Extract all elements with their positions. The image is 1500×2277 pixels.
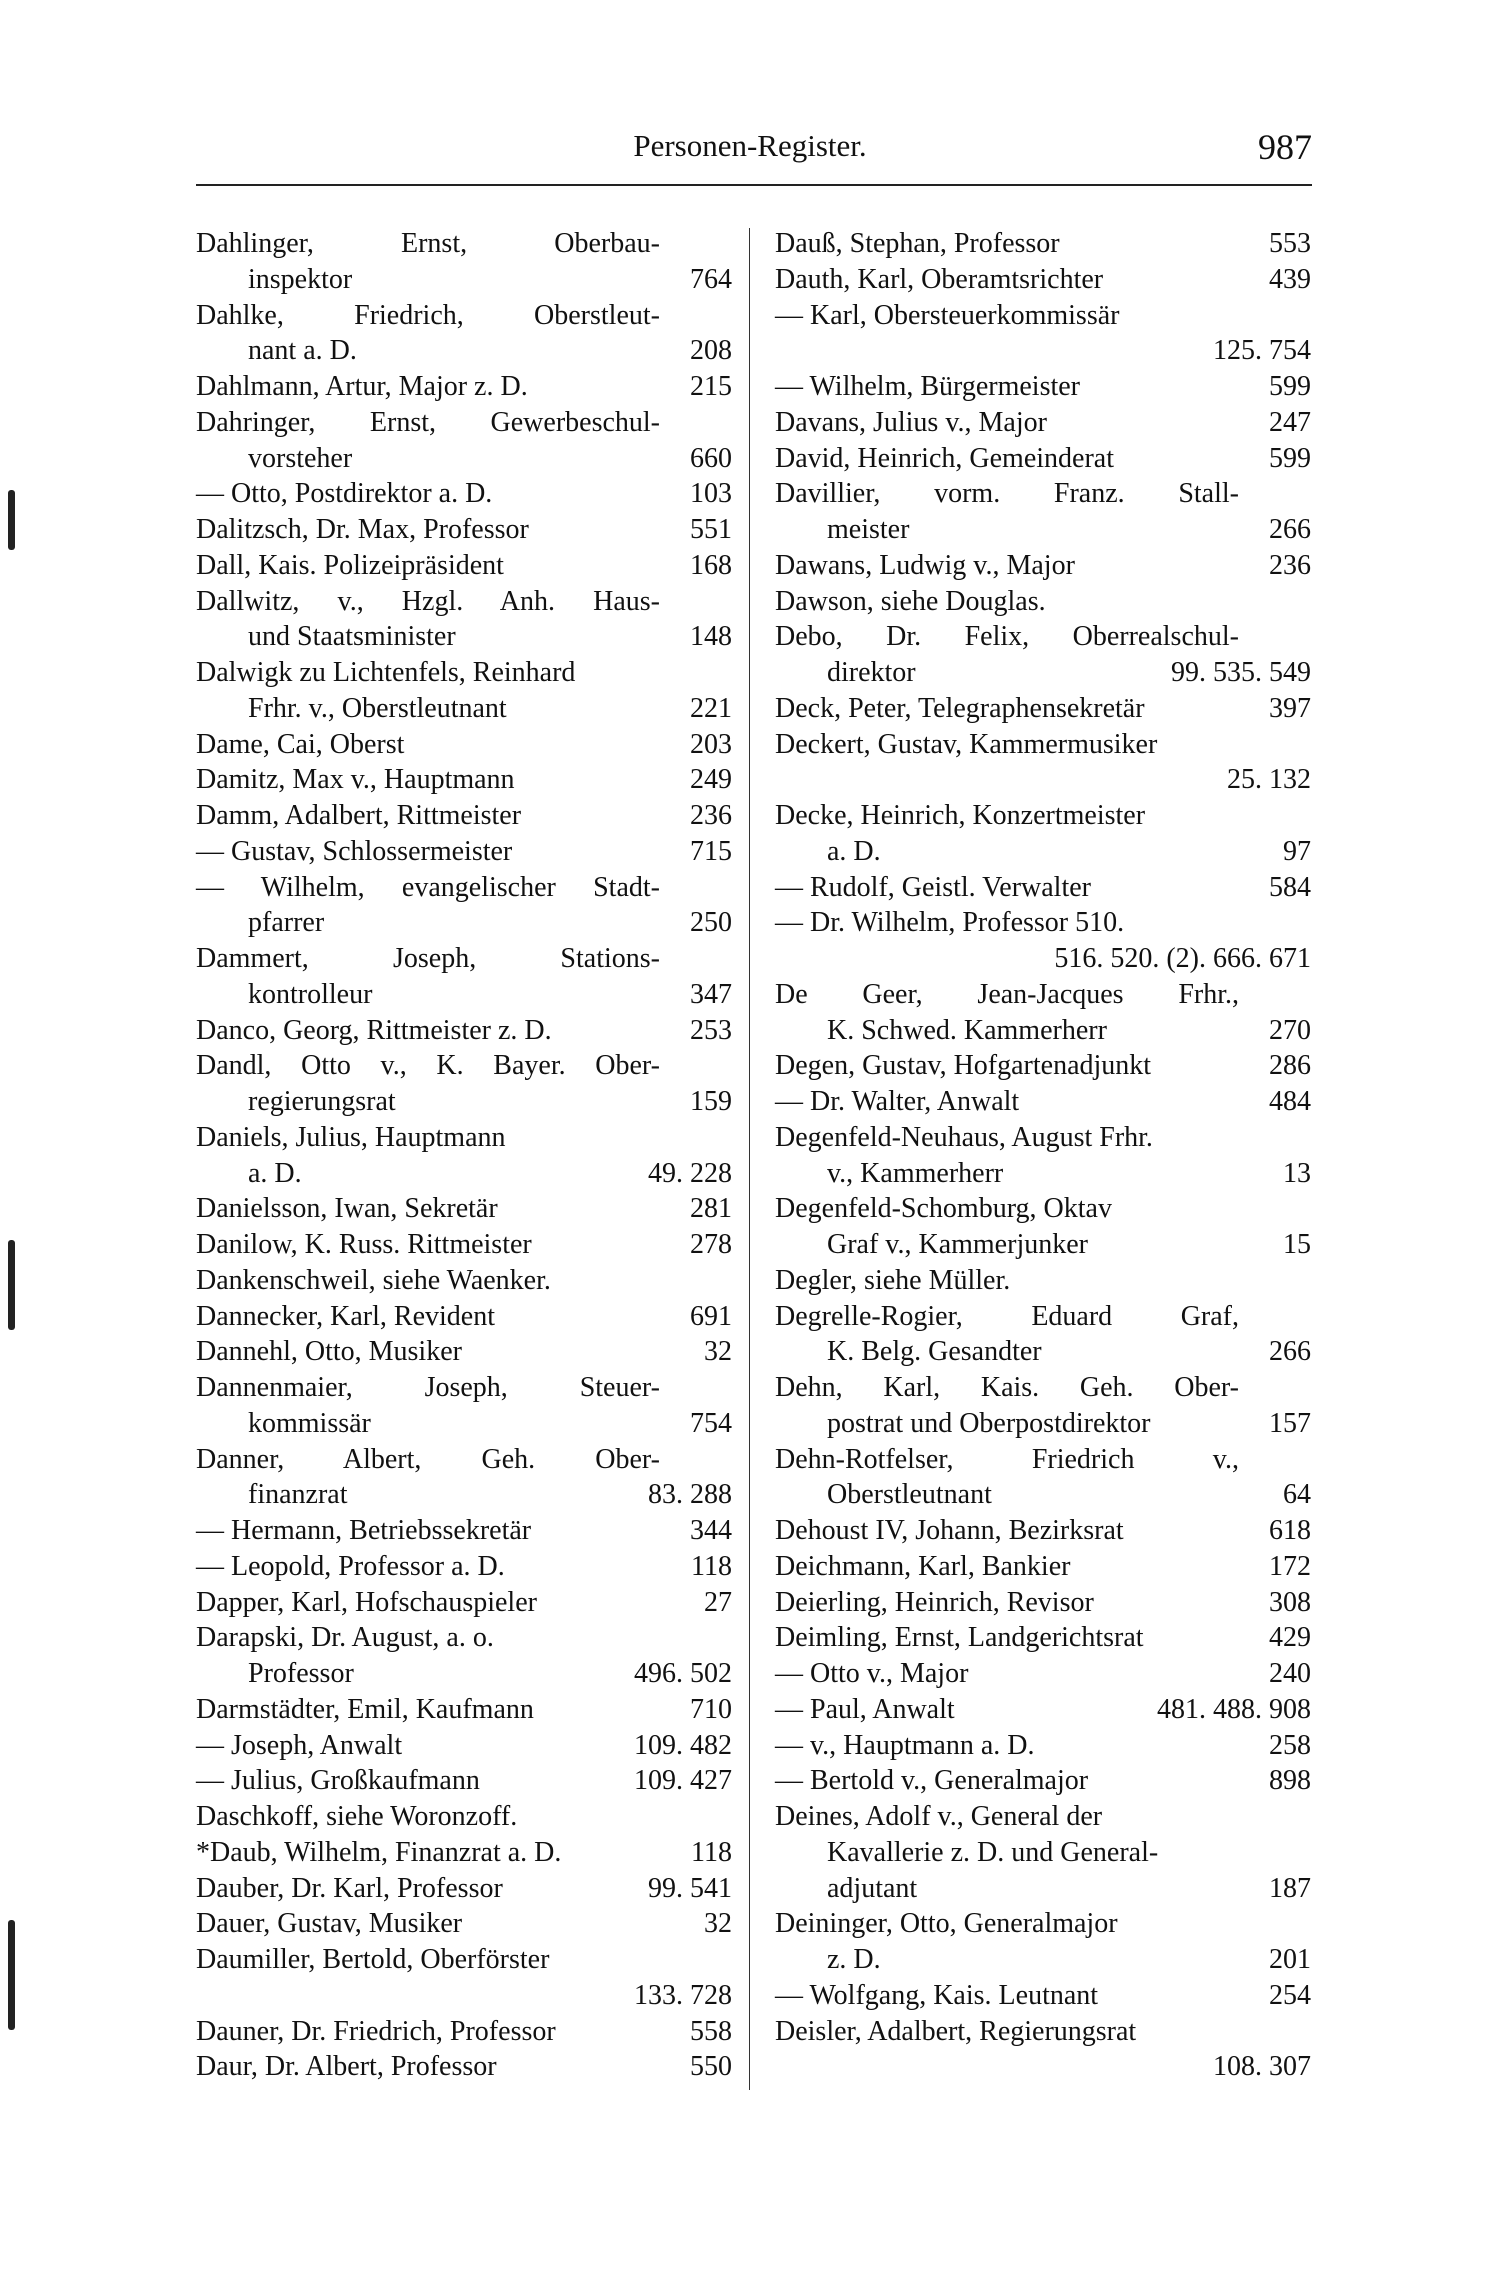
register-line: [775, 834, 1311, 870]
entry-text: — Joseph, Anwalt: [196, 1729, 403, 1761]
entry-text: Deichmann, Karl, Bankier: [775, 1550, 1071, 1582]
entry-text: — Bertold v., Generalmajor: [775, 1765, 1089, 1797]
entry-text: a. D.: [827, 835, 881, 867]
register-line: [775, 1084, 1311, 1120]
register-line: [196, 1728, 732, 1764]
register-line: [775, 1513, 1311, 1549]
register-line: [196, 1549, 732, 1585]
page-reference: 172: [1263, 1549, 1311, 1585]
entry-text: — Gustav, Schlossermeister: [196, 835, 513, 867]
register-line: [196, 2014, 732, 2050]
entry-text: Deines, Adolf v., General der: [775, 1801, 1103, 1832]
register-line: [196, 1227, 732, 1263]
page-reference: 208: [684, 333, 732, 369]
entry-text: Professor: [248, 1658, 354, 1689]
entry-text: — Dr. Wilhelm, Professor 510.: [775, 907, 1125, 939]
register-line: [775, 1585, 1311, 1621]
entry-text: Debo, Dr. Felix, Oberrealschul-: [775, 621, 1239, 653]
register-line: [775, 977, 1311, 1013]
register-line: [196, 1442, 732, 1478]
register-line: [196, 1763, 732, 1799]
page-reference: 236: [1263, 548, 1311, 584]
entry-text: Danielsson, Iwan, Sekretär: [196, 1193, 498, 1225]
page-reference: 715: [684, 834, 732, 870]
page-reference: 99. 541: [642, 1871, 732, 1907]
entry-text: Degrelle-Rogier, Eduard Graf,: [775, 1300, 1239, 1332]
register-line: [196, 548, 732, 584]
entry-text: Dawson, siehe Douglas.: [775, 585, 1046, 617]
entry-text: Dammert, Joseph, Stations-: [196, 943, 660, 974]
register-line: [775, 798, 1311, 834]
register-line: [775, 1728, 1311, 1764]
entry-text: Graf v., Kammerjunker: [827, 1229, 1088, 1260]
register-line: [196, 1084, 732, 1120]
page-reference: 148: [684, 619, 732, 655]
register-line: [775, 1942, 1311, 1978]
register-line: [196, 1656, 732, 1692]
entry-text: — Otto, Postdirektor a. D.: [196, 478, 493, 510]
register-line: [196, 1513, 732, 1549]
register-line: [775, 1191, 1311, 1227]
entry-text: finanzrat: [248, 1479, 348, 1511]
register-line: [775, 1120, 1311, 1156]
page-reference: 250: [684, 905, 732, 941]
register-line: [196, 1477, 732, 1513]
register-line: [775, 1656, 1311, 1692]
page-reference: 286: [1263, 1048, 1311, 1084]
page-reference: 898: [1263, 1763, 1311, 1799]
entry-text: Dapper, Karl, Hofschauspieler: [196, 1586, 537, 1618]
entry-text: v., Kammerherr: [827, 1157, 1004, 1189]
page-reference: 584: [1263, 870, 1311, 906]
register-line: [775, 584, 1311, 620]
entry-text: Dallwitz, v., Hzgl. Anh. Haus-: [196, 585, 660, 617]
entry-text: inspektor: [248, 263, 353, 295]
register-line: [196, 619, 732, 655]
register-line: [196, 1799, 732, 1835]
entry-text: — Wilhelm, evangelischer Stadt-: [196, 871, 660, 903]
page-reference: 125. 754: [1207, 333, 1311, 369]
register-line: [775, 1477, 1311, 1513]
page-reference: 270: [1263, 1013, 1311, 1049]
entry-text: De Geer, Jean-Jacques Frhr.,: [775, 978, 1239, 1010]
entry-text: Dauner, Dr. Friedrich, Professor: [196, 2015, 556, 2047]
register-line: [196, 1942, 732, 1978]
entry-text: — Wilhelm, Bürgermeister: [775, 371, 1081, 402]
entry-text: kommissär: [248, 1407, 371, 1439]
entry-text: Deimling, Ernst, Landgerichtsrat: [775, 1622, 1144, 1654]
entry-text: Dalwigk zu Lichtenfels, Reinhard: [196, 657, 576, 688]
entry-text: David, Heinrich, Gemeinderat: [775, 442, 1114, 474]
register-line: [775, 298, 1311, 334]
entry-text: kontrolleur: [248, 978, 373, 1010]
register-line: [196, 584, 732, 620]
register-line: [775, 512, 1311, 548]
page-reference: 599: [1263, 441, 1311, 477]
register-line: [775, 727, 1311, 763]
page-reference: 221: [684, 691, 732, 727]
page-reference: 558: [684, 2014, 732, 2050]
register-line: [196, 834, 732, 870]
page-reference: 278: [684, 1227, 732, 1263]
page-reference: 236: [684, 798, 732, 834]
register-line: [775, 1299, 1311, 1335]
column-divider: [749, 228, 750, 2090]
register-line: [196, 405, 732, 441]
register-line: [775, 1370, 1311, 1406]
page-reference: 15: [1277, 1227, 1311, 1263]
register-line: [196, 1120, 732, 1156]
entry-text: Deininger, Otto, Generalmajor: [775, 1908, 1118, 1940]
entry-text: Degenfeld-Neuhaus, August Frhr.: [775, 1121, 1153, 1153]
register-line: [775, 905, 1311, 941]
entry-text: regierungsrat: [248, 1086, 396, 1117]
page-reference: 49. 228: [642, 1156, 732, 1192]
entry-text: — Otto v., Major: [775, 1658, 969, 1689]
register-line: [775, 1013, 1311, 1049]
register-line: [196, 441, 732, 477]
page-number: 987: [1258, 127, 1312, 167]
register-line: [775, 262, 1311, 298]
register-line: [775, 369, 1311, 405]
register-line: [775, 870, 1311, 906]
entry-text: Dehn-Rotfelser, Friedrich v.,: [775, 1443, 1239, 1475]
page-reference: 397: [1263, 691, 1311, 727]
page-reference: 97: [1277, 834, 1311, 870]
entry-text: Daniels, Julius, Hauptmann: [196, 1121, 506, 1153]
page-reference: 99. 535. 549: [1165, 655, 1311, 691]
entry-text: Degenfeld-Schomburg, Oktav: [775, 1193, 1112, 1225]
register-line: [196, 727, 732, 763]
register-line: [196, 762, 732, 798]
page-reference: 660: [684, 441, 732, 477]
page-reference: 308: [1263, 1585, 1311, 1621]
entry-text: — Leopold, Professor a. D.: [196, 1550, 505, 1582]
entry-text: Degler, siehe Müller.: [775, 1264, 1011, 1296]
register-line: [196, 798, 732, 834]
binding-mark: [8, 1240, 15, 1330]
register-line: [775, 2014, 1311, 2050]
entry-text: postrat und Oberpostdirektor: [827, 1407, 1151, 1439]
page-reference: 599: [1263, 369, 1311, 405]
entry-text: Danilow, K. Russ. Rittmeister: [196, 1229, 532, 1260]
register-line: [775, 476, 1311, 512]
entry-text: Deierling, Heinrich, Revisor: [775, 1586, 1094, 1618]
register-line: [196, 1978, 732, 2014]
register-line: [775, 333, 1311, 369]
page-reference: 496. 502: [628, 1656, 732, 1692]
register-line: [775, 1048, 1311, 1084]
page-reference: 247: [1263, 405, 1311, 441]
page-reference: 133. 728: [628, 1978, 732, 2014]
register-line: [775, 1978, 1311, 2014]
register-column-left: [196, 226, 732, 2085]
register-line: [196, 655, 732, 691]
entry-text: Dandl, Otto v., K. Bayer. Ober-: [196, 1050, 660, 1082]
binding-mark: [8, 490, 15, 550]
page-reference: 710: [684, 1692, 732, 1728]
register-line: [775, 548, 1311, 584]
entry-text: Dahringer, Ernst, Gewerbeschul-: [196, 406, 660, 438]
entry-text: und Staatsminister: [248, 621, 456, 653]
entry-text: — Wolfgang, Kais. Leutnant: [775, 1979, 1099, 2011]
page-reference: 118: [685, 1835, 732, 1871]
entry-text: nant a. D.: [248, 335, 357, 367]
register-line: [775, 1763, 1311, 1799]
page-reference: 484: [1263, 1084, 1311, 1120]
entry-text: Dannenmaier, Joseph, Steuer-: [196, 1372, 660, 1403]
entry-text: direktor: [827, 657, 916, 688]
entry-text: — Hermann, Betriebssekretär: [196, 1515, 532, 1546]
page-reference: 347: [684, 977, 732, 1013]
entry-text: Daur, Dr. Albert, Professor: [196, 2051, 497, 2083]
register-line: [196, 941, 732, 977]
page-reference: 344: [684, 1513, 732, 1549]
register-line: [775, 1871, 1311, 1907]
register-line: [196, 1191, 732, 1227]
page-reference: 254: [1263, 1978, 1311, 2014]
entry-text: — Rudolf, Geistl. Verwalter: [775, 871, 1091, 903]
page-reference: 103: [684, 476, 732, 512]
register-line: [775, 1906, 1311, 1942]
entry-text: Daschkoff, siehe Woronzoff.: [196, 1801, 518, 1832]
page-reference: 13: [1277, 1156, 1311, 1192]
entry-text: — Julius, Großkaufmann: [196, 1765, 480, 1797]
register-line: [196, 369, 732, 405]
register-line: [196, 977, 732, 1013]
running-title: Personen-Register.: [633, 128, 867, 163]
entry-text: Dannehl, Otto, Musiker: [196, 1336, 462, 1368]
register-line: [775, 1692, 1311, 1728]
page-reference: 215: [684, 369, 732, 405]
register-line: [775, 441, 1311, 477]
register-line: [196, 333, 732, 369]
register-line: [196, 1048, 732, 1084]
register-line: [196, 1871, 732, 1907]
entry-text: Dame, Cai, Oberst: [196, 728, 405, 760]
entry-text: Danner, Albert, Geh. Ober-: [196, 1443, 660, 1475]
page-reference: 109. 482: [628, 1728, 732, 1764]
entry-text: Kavallerie z. D. und General-: [827, 1836, 1159, 1868]
entry-text: Dehn, Karl, Kais. Geh. Ober-: [775, 1372, 1239, 1403]
entry-text: Dahlmann, Artur, Major z. D.: [196, 371, 528, 402]
entry-text: Danco, Georg, Rittmeister z. D.: [196, 1014, 552, 1046]
entry-text: Daumiller, Bertold, Oberförster: [196, 1944, 550, 1975]
entry-text: — Paul, Anwalt: [775, 1693, 955, 1725]
page-reference: 25. 132: [1221, 762, 1311, 798]
entry-text: Oberstleutnant: [827, 1479, 992, 1511]
entry-text: Dalitzsch, Dr. Max, Professor: [196, 514, 529, 545]
register-line: [196, 512, 732, 548]
entry-text: Dahlke, Friedrich, Oberstleut-: [196, 299, 660, 331]
register-line: [196, 1156, 732, 1192]
entry-text: Davans, Julius v., Major: [775, 406, 1047, 438]
entry-text: z. D.: [827, 1944, 881, 1975]
entry-text: Dehoust IV, Johann, Bezirksrat: [775, 1515, 1124, 1546]
register-line: [196, 870, 732, 906]
entry-text: Dawans, Ludwig v., Major: [775, 549, 1075, 581]
page-reference: 32: [698, 1334, 732, 1370]
entry-text: meister: [827, 514, 910, 545]
register-line: [775, 1227, 1311, 1263]
entry-text: adjutant: [827, 1872, 918, 1904]
register-line: [196, 1692, 732, 1728]
page-reference: 551: [684, 512, 732, 548]
entry-text: Damm, Adalbert, Rittmeister: [196, 800, 522, 831]
register-line: [775, 2049, 1311, 2085]
page-reference: 553: [1263, 226, 1311, 262]
register-column-right: [775, 226, 1311, 2085]
entry-text: Frhr. v., Oberstleutnant: [248, 692, 507, 724]
page-reference: 691: [684, 1299, 732, 1335]
register-line: [196, 1620, 732, 1656]
register-line: [775, 1263, 1311, 1299]
entry-text: Deisler, Adalbert, Regierungsrat: [775, 2015, 1137, 2047]
entry-text: Deck, Peter, Telegraphensekretär: [775, 692, 1145, 724]
page-reference: 32: [698, 1906, 732, 1942]
register-line: [775, 1334, 1311, 1370]
register-line: [196, 2049, 732, 2085]
entry-text: Dannecker, Karl, Revident: [196, 1300, 495, 1332]
register-line: [775, 655, 1311, 691]
entry-text: a. D.: [248, 1157, 302, 1189]
page-reference: 201: [1263, 1942, 1311, 1978]
page-reference: 240: [1263, 1656, 1311, 1692]
page-reference: 108. 307: [1207, 2049, 1311, 2085]
entry-text: Decke, Heinrich, Konzertmeister: [775, 800, 1146, 831]
entry-text: Dankenschweil, siehe Waenker.: [196, 1264, 551, 1296]
page-reference: 27: [698, 1585, 732, 1621]
register-line: [775, 226, 1311, 262]
page-reference: 168: [684, 548, 732, 584]
register-line: [196, 1406, 732, 1442]
register-line: [196, 1334, 732, 1370]
register-line: [775, 941, 1311, 977]
register-line: [775, 691, 1311, 727]
page-reference: 266: [1263, 512, 1311, 548]
page-reference: 258: [1263, 1728, 1311, 1764]
register-line: [196, 298, 732, 334]
entry-text: Davillier, vorm. Franz. Stall-: [775, 478, 1239, 510]
register-line: [196, 905, 732, 941]
entry-text: Darapski, Dr. August, a. o.: [196, 1622, 494, 1654]
register-line: [196, 262, 732, 298]
register-line: [196, 1585, 732, 1621]
entry-text: — Dr. Walter, Anwalt: [775, 1086, 1020, 1117]
page-reference: 203: [684, 727, 732, 763]
register-line: [196, 1835, 732, 1871]
page-reference: 249: [684, 762, 732, 798]
register-line: [775, 1549, 1311, 1585]
entry-text: Dauth, Karl, Oberamtsrichter: [775, 263, 1104, 295]
header-rule: [196, 184, 1312, 186]
register-line: [196, 1299, 732, 1335]
page-reference: 429: [1263, 1620, 1311, 1656]
page-reference: 83. 288: [642, 1477, 732, 1513]
page-reference: 764: [684, 262, 732, 298]
entry-text: — v., Hauptmann a. D.: [775, 1729, 1035, 1761]
entry-text: Dauber, Dr. Karl, Professor: [196, 1872, 503, 1904]
page-reference: 281: [684, 1191, 732, 1227]
register-line: [775, 1620, 1311, 1656]
page-reference: 516. 520. (2). 666. 671: [1048, 941, 1311, 977]
entry-text: Deckert, Gustav, Kammermusiker: [775, 728, 1158, 760]
binding-mark: [8, 1920, 15, 2030]
register-line: [196, 1263, 732, 1299]
entry-text: Degen, Gustav, Hofgartenadjunkt: [775, 1050, 1152, 1082]
register-line: [775, 1442, 1311, 1478]
register-line: [196, 226, 732, 262]
entry-text: Dahlinger, Ernst, Oberbau-: [196, 228, 660, 259]
register-line: [775, 1156, 1311, 1192]
register-line: [775, 762, 1311, 798]
page-reference: 754: [684, 1406, 732, 1442]
entry-text: K. Schwed. Kammerherr: [827, 1014, 1107, 1046]
page-reference: 187: [1263, 1871, 1311, 1907]
register-line: [196, 476, 732, 512]
register-line: [196, 1013, 732, 1049]
page-reference: 64: [1277, 1477, 1311, 1513]
page-reference: 439: [1263, 262, 1311, 298]
register-line: [196, 1906, 732, 1942]
page-reference: 157: [1263, 1406, 1311, 1442]
register-line: [196, 691, 732, 727]
entry-text: *Daub, Wilhelm, Finanzrat a. D.: [196, 1836, 562, 1868]
entry-text: — Karl, Obersteuerkommissär: [775, 299, 1120, 331]
register-line: [775, 1835, 1311, 1871]
entry-text: Dauß, Stephan, Professor: [775, 228, 1060, 259]
register-line: [775, 619, 1311, 655]
page-reference: 118: [685, 1549, 732, 1585]
entry-text: pfarrer: [248, 907, 325, 939]
page-reference: 481. 488. 908: [1151, 1692, 1311, 1728]
entry-text: Dauer, Gustav, Musiker: [196, 1908, 463, 1940]
register-line: [775, 1799, 1311, 1835]
page-reference: 550: [684, 2049, 732, 2085]
register-line: [775, 1406, 1311, 1442]
register-line: [775, 405, 1311, 441]
entry-text: K. Belg. Gesandter: [827, 1336, 1042, 1368]
register-line: [196, 1370, 732, 1406]
page-reference: 159: [684, 1084, 732, 1120]
entry-text: Dall, Kais. Polizeipräsident: [196, 549, 504, 581]
entry-text: vorsteher: [248, 442, 353, 474]
entry-text: Damitz, Max v., Hauptmann: [196, 764, 515, 796]
entry-text: Darmstädter, Emil, Kaufmann: [196, 1693, 534, 1725]
page-reference: 266: [1263, 1334, 1311, 1370]
page-reference: 109. 427: [628, 1763, 732, 1799]
page-reference: 253: [684, 1013, 732, 1049]
page-reference: 618: [1263, 1513, 1311, 1549]
